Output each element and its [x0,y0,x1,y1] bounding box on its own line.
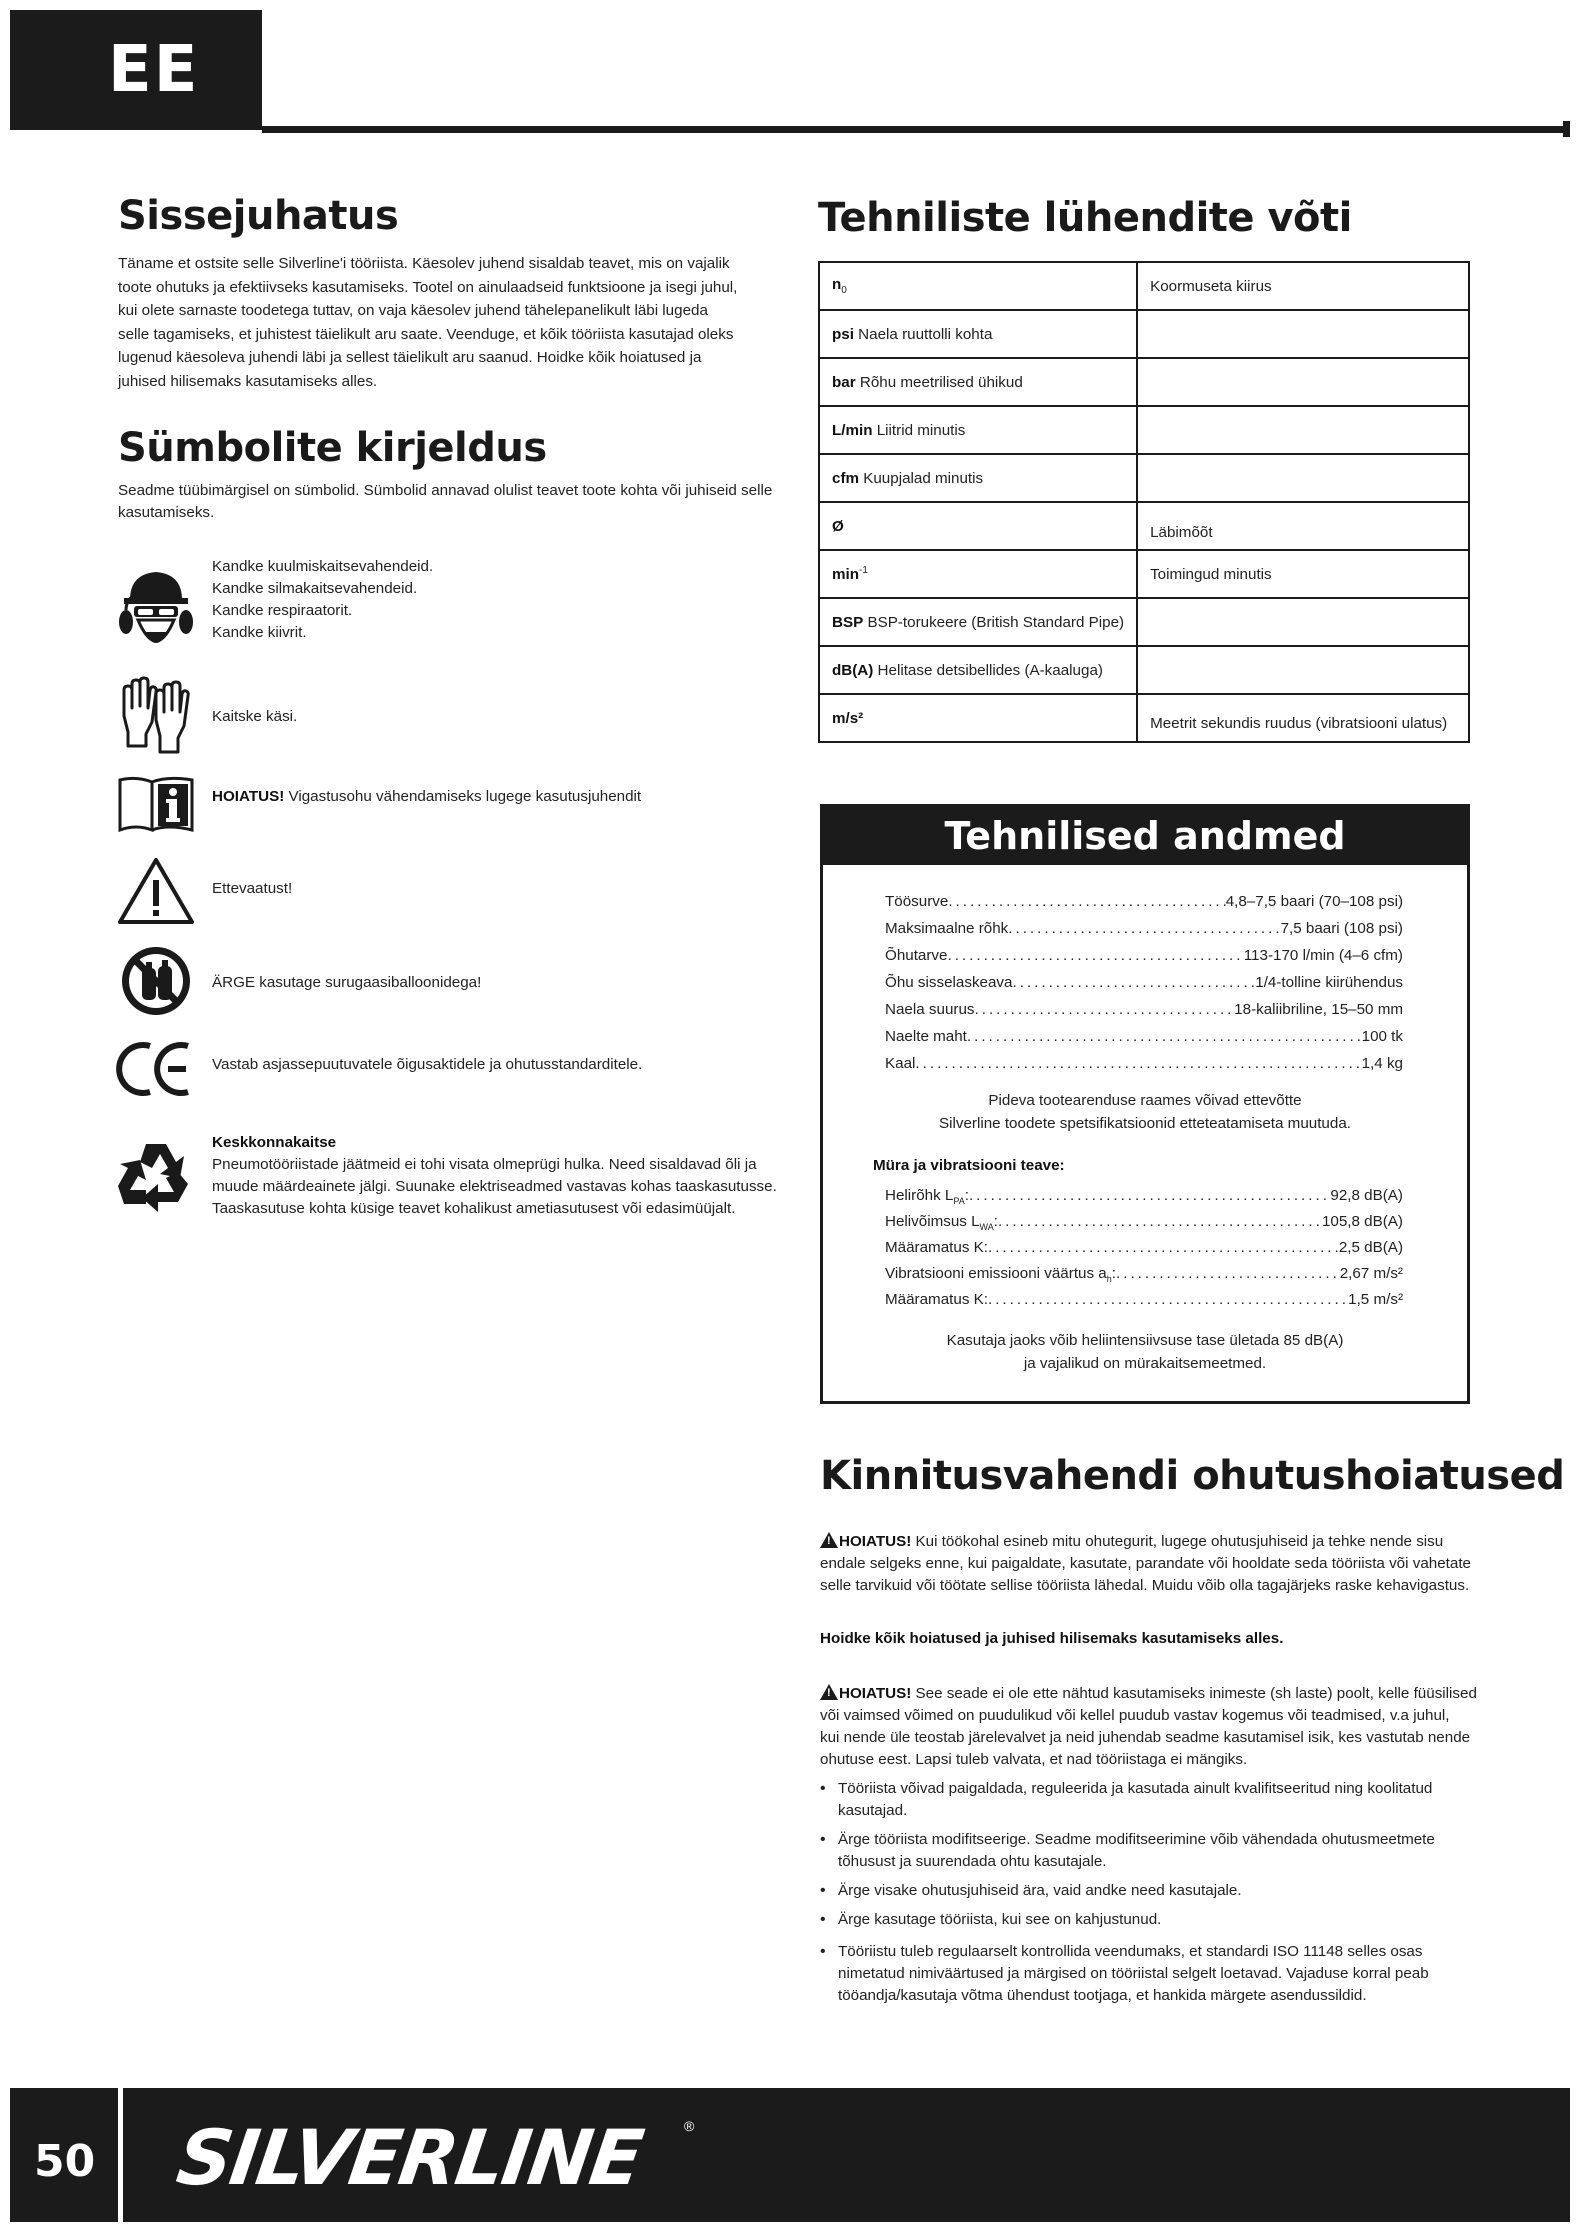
footer-bar [10,2088,1570,2222]
symbol-row-recycle [116,1132,776,1222]
safety-bullet-list [820,1778,1480,2014]
warning-icon [820,1684,838,1700]
symbol-row-caution [116,856,776,926]
symbol-row-gloves [116,676,776,756]
intro-heading: Sissejuhatus [118,193,399,239]
list-item: • Ärge kasutage tööriista, kui see on kahjustunud. [820,1909,1480,1931]
header-rule-end [1563,121,1570,137]
noise-row: Määramatus K: ..... 1,5 m/s² [885,1287,1403,1313]
ppe-respirator: Kandke respiraatorit. [212,602,353,619]
tech-data-box [820,804,1470,1404]
registered-mark: ® [684,2118,695,2134]
table-row: cfm Kuupjalad minutis [819,454,1469,502]
page-number: 50 [34,2136,96,2187]
spec-row: Naela suurus ..... 18-kaliibriline, 15–50 mm [885,997,1403,1023]
table-row: dB(A) Helitase detsibellides (A-kaaluga) [819,646,1469,694]
list-item: • Tööriistu tuleb regulaarselt kontrollida veendumaks, et standardi ISO 11148 selles osas nimetatud nimiväärtused ja märgised on tööriistal selgelt loetavad. Vajaduse korral peab tööandja/kasutaja võtma ühendust tootjaga, et hankida märgete asendussildid. [820,1941,1480,2007]
gloves-icon [116,676,196,756]
recycle-line-3: Taaskasutuse kohta küsige teavet kohalikust ametiasutusest või edasimüüjalt. [212,1200,736,1217]
abbreviation-table [818,261,1470,743]
keep-instructions: Hoidke kõik hoiatused ja juhised hilisemaks kasutamiseks alles. [820,1630,1284,1647]
ce-text: Vastab asjassepuutuvatele õigusaktidele ja ohutusstandarditele. [212,1056,643,1073]
table-row: Ø Läbimõõt [819,502,1469,550]
table-row: $n_0$ Koormuseta kiirus [819,262,1469,310]
noise-row: Helivõimsus $L_{WA}$: ..... 105,8 dB(A) [885,1209,1403,1235]
spec-row: Õhutarve ..... 113-170 l/min (4–6 cfm) [885,943,1403,969]
spec-row: Naelte maht ..... 100 tk [885,1024,1403,1050]
symbol-row-ce [116,1036,776,1100]
spec-row: Kaal ..... 1,4 kg [885,1051,1403,1077]
ppe-hearing: Kandke kuulmiskaitsevahendeid. [212,558,434,575]
list-item: • Tööriista võivad paigaldada, reguleerida ja kasutada ainult kvalifitseeritud ning koolitatud kasutajad. [820,1778,1480,1822]
tech-heading: Tehnilised andmed [823,807,1467,865]
warnings-heading: Kinnitusvahendi ohutushoiatused [820,1453,1565,1499]
symbol-row-manual [116,774,776,834]
read-manual-icon [116,774,196,834]
no-gas-cylinder-icon [116,942,196,1020]
warning-icon [820,1532,838,1548]
table-row: BSP BSP-torukeere (British Standard Pipe) [819,598,1469,646]
list-item: • Ärge tööriista modifitseerige. Seadme modifitseerimine võib vähendada ohutusmeetmete tõhusust ja suurendada ohtu kasutajale. [820,1829,1480,1873]
header-rule [262,126,1570,133]
symbols-intro: Seadme tüübimärgisel on sümbolid. Sümbolid annavad olulist teavet toote kohta või juhiseid selle kasutamiseks. [118,482,773,521]
caution-text: Ettevaatust! [212,880,293,897]
noise-heading: Müra ja vibratsiooni teave: [873,1157,1065,1174]
symbol-row-ppe [116,556,776,666]
table-row: $\min^{-1}$ Toimingud minutis [819,550,1469,598]
ce-mark-icon [116,1036,196,1100]
table-row: L/min Liitrid minutis [819,406,1469,454]
table-row: bar Rõhu meetrilised ühikud [819,358,1469,406]
noise-row: Määramatus K: ..... 2,5 dB(A) [885,1235,1403,1261]
spec-row: Töösurve ..... 4,8–7,5 baari (70–108 psi) [885,889,1403,915]
hearing-note: Kasutaja jaoks võib heliintensiivsuse tase ületada 85 dB(A) ja vajalikud on mürakaitsemeetmed. [946,1332,1344,1372]
intro-paragraph: Täname et ostsite selle Silverline'i tööriista. Käesolev juhend sisaldab teavet, mis on vajalik toote ohutuks ja efektiivseks kasutamiseks. Tootel on ainulaadseid funktsioone ja isegi juhul, kui olete sarnaste toodetega tuttav, on vaja käesolev juhend tähelepanelikult läbi lugeda selle tagamiseks, et juhistest täielikult aru saate. Veenduge, et kõik tööriista kasutajad oleks lugenud käesoleva juhendi läbi ja sellest täielikult aru saanud. Hoidke kõik hoiatused ja juhised hilisemaks kasutamiseks alles. [118,255,738,390]
warning-paragraph-2: !HOIATUS! See seade ei ole ette nähtud kasutamiseks inimeste (sh laste) poolt, kelle füüsilised või vaimsed võimed on puudulikud või kellel puudub vastav kogemus või teadmised, v.a juhul, kui nende üle teostab järelevalvet ja neid juhendab seadme kasutamisel isik, kes vastutab nende ohutuse eest. Lapsi tuleb valvata, et nad tööriistaga ei mängiks. [820,1682,1477,1771]
noise-row: Vibratsiooni emissiooni väärtus $a_h$: ..... 2,67 m/s² [885,1261,1403,1287]
spec-row: Maksimaalne rõhk ..... 7,5 baari (108 psi) [885,916,1403,942]
gloves-text: Kaitske käsi. [212,708,298,725]
recycle-icon [116,1138,196,1220]
table-row: psi Naela ruuttolli kohta [819,310,1469,358]
noise-row: Helirõhk $L_{PA}$: ..... 92,8 dB(A) [885,1183,1403,1209]
abbr-heading: Tehniliste lühendite võti [818,195,1352,241]
symbols-heading: Sümbolite kirjeldus [118,425,547,471]
list-item: • Ärge visake ohutusjuhiseid ära, vaid andke need kasutajale. [820,1880,1480,1902]
recycle-title: Keskkonnakaitse [212,1134,337,1151]
manual-text: HOIATUS! Vigastusohu vähendamiseks lugege kasutusjuhendit [212,788,642,805]
ppe-helmet: Kandke kiivrit. [212,624,307,641]
footer-divider [118,2088,123,2222]
caution-triangle-icon [116,856,196,926]
recycle-line-2: muude määrdeainete jälgi. Suunake elektriseadmed vastavas kohas taaskasutusse. [212,1178,777,1195]
recycle-line-1: Pneumotööriistade jäätmeid ei tohi visata olmeprügi hulka. Need sisaldavad õli ja [212,1156,757,1173]
warning-paragraph-1: !HOIATUS! Kui töökohal esineb mitu ohutegurit, lugege ohutusjuhiseid ja tehke nende sisu endale selgeks enne, kui paigaldate, kasutate, parandate või hooldate seda tööriista või vahetate selle tarvikuid või töötate sellise tööriista lähedal. Muidu võib olla tagajärjeks raske kehavigastus. [820,1530,1471,1597]
silverline-logo: SILVERLINE [171,2113,647,2202]
language-code: EE [108,33,200,107]
ppe-eyes: Kandke silmakaitsevahendeid. [212,580,418,597]
ppe-head-icon [116,566,196,662]
no-gas-text: ÄRGE kasutage surugaasiballoonidega! [212,974,482,991]
spec-change-note: Pideva tootearenduse raames võivad ettevõtte Silverline toodete spetsifikatsioonid etteteatamiseta muutuda. [939,1092,1351,1132]
table-row: m/s² Meetrit sekundis ruudus (vibratsiooni ulatus) [819,694,1469,742]
spec-row: Õhu sisselaskeava ..... 1/4-tolline kiirühendus [885,970,1403,996]
symbol-row-no-gas [116,942,776,1020]
